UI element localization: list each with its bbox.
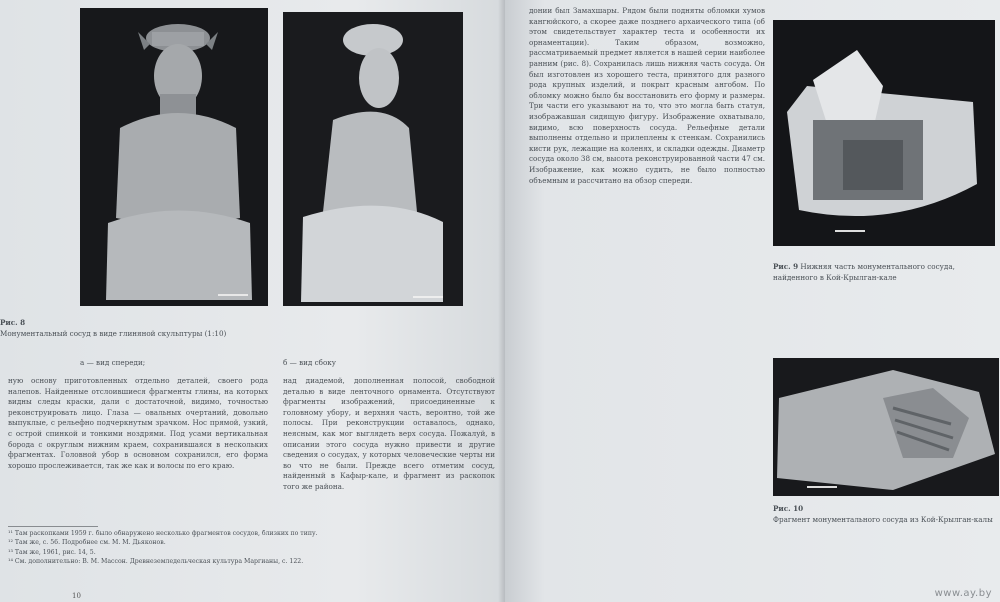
right-page: [505, 0, 1000, 602]
footnote: ¹⁴ См. дополнительно: В. М. Массон. Древнеземледельческая культура Маргианы, с. 122.: [8, 558, 304, 566]
figure-number: Рис. 10: [773, 504, 804, 513]
footnote: ¹² Там же, с. 56. Подробнее см. М. М. Дьяконов.: [8, 539, 166, 547]
figure-photo-fragment: [773, 358, 999, 496]
figure-caption-bottom: [773, 504, 999, 525]
paragraph: над диадемой, дополненная полосой, свободной деталью в виде ленточного орнамента. Отсутствуют фрагменты изображений, присоединенные к головному убору, и верхняя часть, вероятно, той же полосы. При реконструкции оставалось, однако, неясным, как мог выглядеть верх сосуда. Пожалуй, в описании этого сосуда нужно привести и другие сведения о сосудах, у которых человеческие черты ни во что не были. Прежде всего отметим сосуд, найденный в Кафыр-кале, и фрагмент из раскопок того же района.: [283, 376, 495, 491]
body-column-1: [8, 376, 268, 522]
view-a-label: а — вид спереди;: [80, 358, 146, 367]
figure-caption-text: Монументальный сосуд в виде глиняной скульптуры (1:10): [0, 328, 227, 338]
footnote-rule: [8, 526, 98, 527]
paragraph: ную основу приготовленных отдельно деталей, своего рода налепов. Найденные отслоившиеся фрагменты глины, на которых видны следы краски, дали с достаточной, видимо, точностью реконструировать лицо. Глаза — овальных очертаний, довольно выпуклые, с рельефно подчеркнутым зрачком. Нос прямой, узкий, с острой спинкой и тонкими ноздрями. Под усами вертикальная борода с округлым нижним краем, сохранившаяся в нескольких фрагментах. Головной убор в основном сохранился, его форма хорошо прослеживается, так же как и волосы по его краю.: [8, 376, 268, 470]
right-body-column: [529, 6, 765, 594]
figure-photo-vessel-base: [773, 20, 995, 246]
figure-number: Рис. 8: [0, 318, 26, 327]
footnotes: [8, 530, 494, 594]
figure-photo-side-view: [283, 12, 463, 306]
footnote: ¹³ Там же, 1961, рис. 14, 5.: [8, 548, 96, 556]
paragraph: донии был Замахшары. Рядом были подняты обломки хумов кангюйского, а скорее даже позднего архаического типа (об этом свидетельствует характер теста и особенности их орнаментации). Таким образом, возможно, рассматриваемый предмет является в нашей серии наиболее ранним (рис. 8). Сохранилась лишь нижняя часть сосуда. Он был изготовлен из хорошего теста, принятого для разного рода крупных изделий, и покрыт красным ангобом. По обломку можно было бы восстановить его форму и размеры. Три части его указывают на то, что это могла быть статуя, изображавшая сидящую фигуру. Изображение охватывало, видимо, всю поверхность сосуда. Рельефные детали выполнены отдельно и прилеплены к стенкам. Сохранились кисти рук, лежащие на коленях, и складки одежды. Диаметр сосуда около 38 см, высота реконструированной части 47 см. Изображение, как можно судить, не было полностью объемным и рассчитано на обзор спереди.: [529, 6, 765, 185]
figure-number: Рис. 9: [773, 262, 799, 271]
view-b-label: б — вид сбоку: [283, 358, 337, 367]
footnote: ¹¹ Там раскопками 1959 г. было обнаружено несколько фрагментов сосудов, близких по типу.: [8, 530, 318, 537]
figure-caption-text: Нижняя часть монументального сосуда, найденного в Кой-Крылган-кале: [773, 262, 955, 282]
figure-caption-top: [773, 262, 995, 283]
page-number: 10: [72, 592, 81, 600]
figure-photo-front-view: [80, 8, 268, 306]
figure-caption-text: Фрагмент монументального сосуда из Кой-Крылган-калы: [773, 514, 993, 524]
figure-caption: [0, 318, 280, 339]
body-column-2: [283, 376, 495, 522]
watermark: www.ay.by: [934, 588, 992, 599]
